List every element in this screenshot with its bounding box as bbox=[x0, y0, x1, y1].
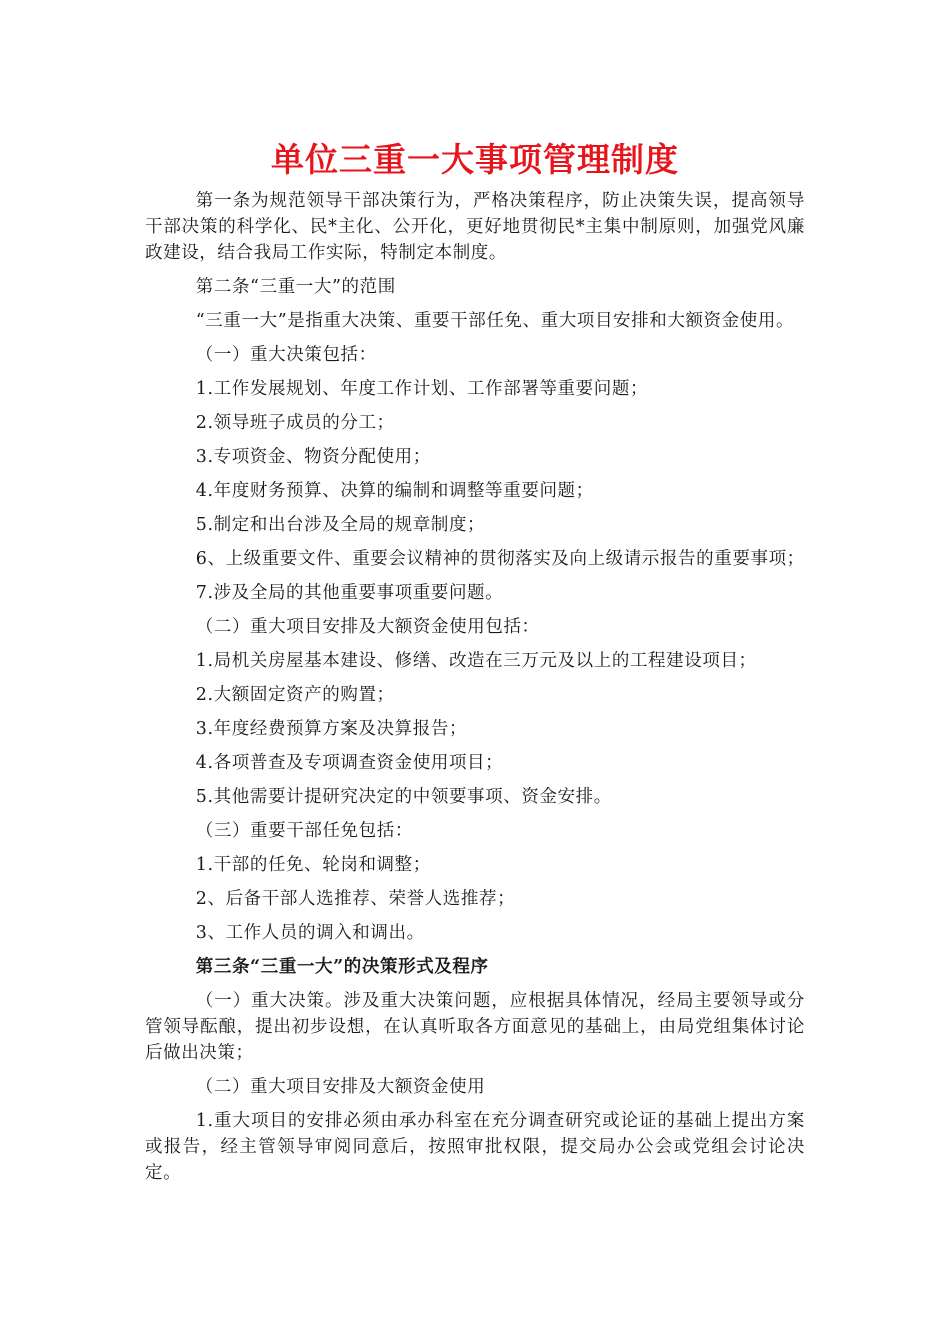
list-item: 3.专项资金、物资分配使用； bbox=[195, 447, 431, 467]
document-title: 单位三重一大事项管理制度 bbox=[271, 140, 679, 179]
list-item: 2.大额固定资产的购置； bbox=[195, 685, 395, 705]
list-item: 6、上级重要文件、重要会议精神的贯彻落实及向上级请示报告的重要事项； bbox=[195, 549, 805, 569]
list-item: 2.领导班子成员的分工； bbox=[195, 413, 395, 433]
list-item: 5.制定和出台涉及全局的规章制度； bbox=[195, 515, 486, 535]
list-item: 2、后备干部人选推荐、荣誉人选推荐； bbox=[195, 889, 516, 909]
article-2-heading: 第二条“三重一大”的范围 bbox=[195, 277, 396, 297]
article-3-heading: 第三条“三重一大”的决策形式及程序 bbox=[195, 957, 489, 977]
list-item: 4.各项普查及专项调查资金使用项目； bbox=[195, 753, 504, 773]
list-item: 5.其他需要计提研究决定的中领要事项、资金安排。 bbox=[195, 787, 612, 807]
section-major-projects: （二）重大项目安排及大额资金使用包括： bbox=[195, 617, 540, 637]
article-1: 第一条为规范领导干部决策行为，严格决策程序，防止决策失误，提高领导干部决策的科学化、民*主化、公开化，更好地贯彻民*主集中制原则，加强党风廉政建设，结合我局工作实际，特制定本制度。 bbox=[145, 191, 805, 263]
list-item: 3.年度经费预算方案及决算报告； bbox=[195, 719, 468, 739]
list-item: 1.工作发展规划、年度工作计划、工作部署等重要问题； bbox=[195, 379, 649, 399]
document-page bbox=[145, 128, 805, 1186]
list-item: 3、工作人员的调入和调出。 bbox=[195, 923, 425, 943]
list-item: 1.局机关房屋基本建设、修缮、改造在三万元及以上的工程建设项目； bbox=[195, 651, 757, 671]
section-major-decisions: （一）重大决策包括： bbox=[195, 345, 377, 365]
project-procedure: 1.重大项目的安排必须由承办科室在充分调查研究或论证的基础上提出方案或报告，经主管领导审阅同意后，按照审批权限，提交局办公会或党组会讨论决定。 bbox=[145, 1111, 805, 1183]
list-item: 1.干部的任免、轮岗和调整； bbox=[195, 855, 431, 875]
list-item: 4.年度财务预算、决算的编制和调整等重要问题； bbox=[195, 481, 594, 501]
scope-definition: “三重一大”是指重大决策、重要干部任免、重大项目安排和大额资金使用。 bbox=[195, 311, 795, 331]
list-item: 7.涉及全局的其他重要事项重要问题。 bbox=[195, 583, 504, 603]
section-projects-funds: （二）重大项目安排及大额资金使用 bbox=[195, 1077, 486, 1097]
section-cadre-appointments: （三）重要干部任免包括： bbox=[195, 821, 413, 841]
decision-procedure: （一）重大决策。涉及重大决策问题，应根据具体情况，经局主要领导或分管领导酝酿，提出初步设想，在认真听取各方面意见的基础上，由局党组集体讨论后做出决策； bbox=[145, 991, 805, 1063]
